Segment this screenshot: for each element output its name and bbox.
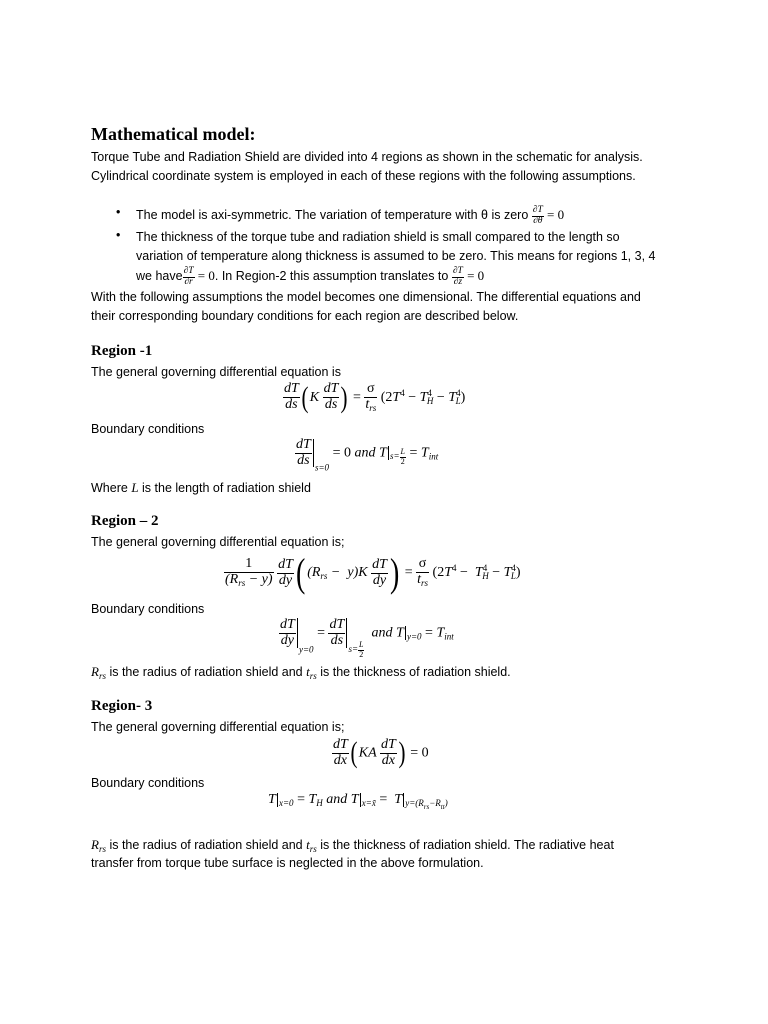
region-2-heading: Region – 2: [91, 513, 159, 529]
summary-line-1: With the following assumptions the model becomes one dimensional. The differential equations and: [91, 290, 641, 304]
region-1-governing-text: The general governing differential equation is: [91, 365, 341, 379]
region-3-equation: $\frac{dT}{dx}$ ( KA $\frac{dT}{dx}$ ) = 0: [333, 736, 429, 770]
region-3-heading: Region- 3: [91, 698, 153, 714]
page-title: Mathematical model:: [91, 124, 256, 144]
region-1-bc-label: Boundary conditions: [91, 422, 205, 436]
region-2-governing-text: The general governing differential equation is;: [91, 535, 345, 549]
bullet-dot: •: [116, 205, 121, 219]
region-2-note: $R_{rs}$ is the radius of radiation shield and $t_{rs}$ is the thickness of radiation shield.: [91, 664, 511, 681]
region-2-bc-equation: $\frac{dT}{dy}$ $_{y=0}$ = $\frac{dT}{ds}$ $_{s= \frac{L}{2}}$ and T $_{y=0} = T_{int}$: [280, 617, 454, 659]
bullet-1-math: $\frac{\partial T}{\partial\theta}$ = 0: [532, 204, 565, 226]
intro-line-1: Torque Tube and Radiation Shield are divided into 4 regions as shown in the schematic for analysis.: [91, 150, 643, 164]
bullet-2-line-3: we have $\frac{\partial T}{\partial r}$ = 0. In Region-2 this assumption translates to $\frac{\partial T}{\partial z}$ = 0: [136, 265, 485, 287]
region-2-bc-label: Boundary conditions: [91, 602, 205, 616]
region-1-bc-equation: $\frac{dT}{ds}$ $_{s=0}$ = 0 and T $_{s= \frac{L}{2}}$ = $T_{int}$: [296, 437, 439, 473]
bullet-2-line-2: variation of temperature along thickness is assumed to be zero. This means for regions 1, 3, 4: [136, 249, 656, 263]
region-1-note: Where L is the length of radiation shield: [91, 480, 311, 495]
region-1-equation: $\frac{dT}{ds}$ ( K $\frac{dT}{ds}$ ) = $\frac{\sigma}{t_{rs}}$ $(2T^4 - T^4_H - T^4_L)$: [284, 380, 466, 414]
region-3-note-line-2: transfer from torque tube surface is neglected in the above formulation.: [91, 856, 484, 870]
bullet-2-line-1: The thickness of the torque tube and radiation shield is small compared to the length so: [136, 230, 620, 244]
region-1-heading: Region -1: [91, 343, 153, 359]
region-2-equation: $\frac{1}{(R_{rs} - y)}$ $\frac{dT}{dy}$ ( $(R_{rs} - y)K$ $\frac{dT}{dy}$ ) = $\frac{\sigma}{t_{rs}}$ $(2T^4 - T^4_H - T^4_L)$: [225, 550, 521, 595]
summary-line-2: their corresponding boundary conditions for each region are described below.: [91, 309, 519, 323]
region-3-governing-text: The general governing differential equation is;: [91, 720, 345, 734]
region-3-bc-equation: T $_{x=0} = T_H$ and T $_{x=x̃}$ = T $_{y=(R_{rs}-R_{tt})}$: [268, 792, 448, 811]
bullet-1: [136, 205, 564, 226]
intro-line-2: Cylindrical coordinate system is employed in each of these regions with the following assumptions.: [91, 169, 636, 183]
region-3-note-line-1: $R_{rs}$ is the radius of radiation shield and $t_{rs}$ is the thickness of radiation shield. The radiative heat: [91, 837, 614, 854]
bullet-dot: •: [116, 228, 121, 242]
bullet-1-text: The model is axi-symmetric. The variation of temperature with θ is zero: [136, 208, 529, 222]
region-3-bc-label: Boundary conditions: [91, 776, 205, 790]
